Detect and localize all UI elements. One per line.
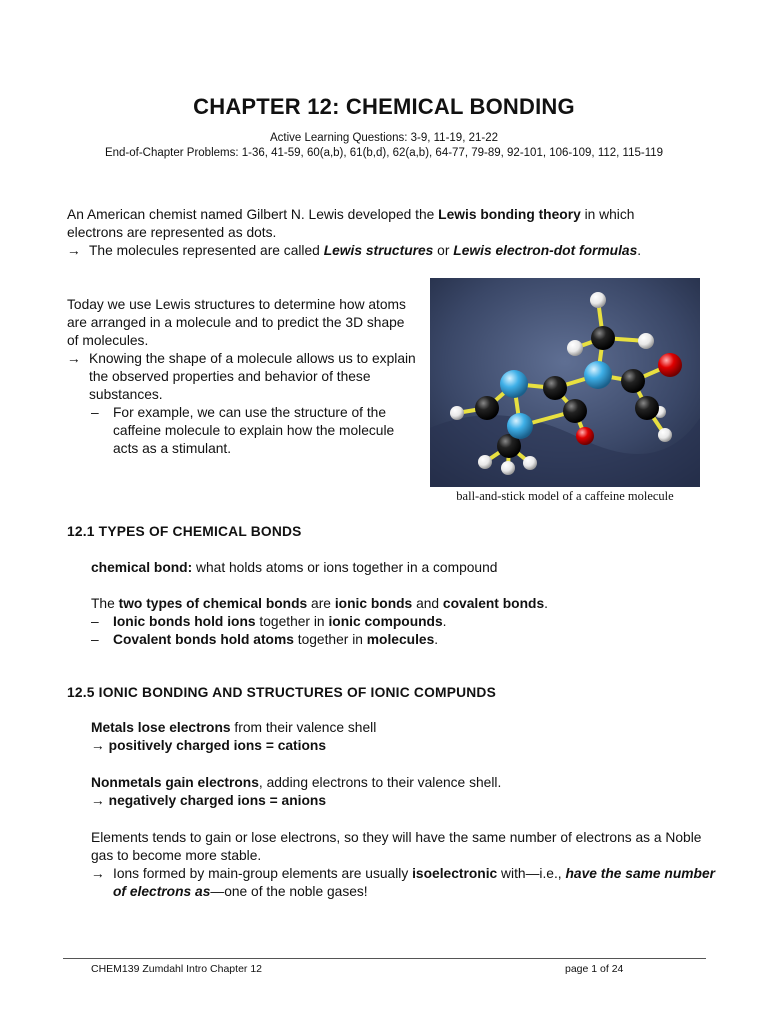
dash-symbol: –: [91, 632, 99, 647]
active-learning-questions: Active Learning Questions: 3-9, 11-19, 21-22: [269, 132, 498, 144]
covalent-bonds-point: – Covalent bonds hold atoms together in molecules.: [91, 632, 439, 647]
arrow-symbol: →: [91, 738, 105, 753]
footer-divider: [63, 958, 706, 959]
ionic-bonds-point: – Ionic bonds hold ions together in ionic compounds.: [91, 614, 447, 629]
arrow-symbol: →: [91, 793, 105, 808]
isoelectronic-point: → Ions formed by main-group elements are usually isoelectronic with—i.e., have the same number of electrons as—one of the noble gases!: [91, 866, 715, 899]
page-title: CHAPTER 12: CHEMICAL BONDING: [193, 94, 575, 119]
metals-paragraph: Metals lose electrons from their valence shell → positively charged ions = cations: [91, 720, 377, 753]
shape-arrow-point: → Knowing the shape of a molecule allows us to explain the observed properties and behavior of these substances.: [67, 351, 416, 402]
nonmetals-paragraph: Nonmetals gain electrons, adding electrons to their valence shell. → negatively charged ions = anions: [91, 775, 502, 808]
arrow-symbol: →: [67, 351, 81, 366]
arrow-symbol: →: [91, 866, 105, 881]
arrow-symbol: →: [67, 243, 81, 258]
intro-arrow-point: → The molecules represented are called Lewis structures or Lewis electron-dot formulas.: [67, 243, 642, 258]
dash-symbol: –: [91, 405, 99, 420]
intro-paragraph: An American chemist named Gilbert N. Lewis developed the Lewis bonding theory in which electrons are represented as dots. → The molecules represented are called Lewis structures or Lewis electron-dot formulas.: [67, 206, 717, 260]
shape-paragraph: Today we use Lewis structures to determine how atoms are arranged in a molecule and to predict the 3D shape of molecules. → Knowing the shape of a molecule allows us to explain the observed properties and behavior of these substances. – For example, we can use the structure of the caffeine molecule to explain how the molecule acts as a stimulant.: [67, 297, 416, 456]
section-12-1-heading: 12.1 TYPES OF CHEMICAL BONDS: [67, 524, 302, 539]
figure-caption: ball-and-stick model of a caffeine molecule: [456, 489, 674, 503]
shape-dash-point: – For example, we can use the structure of the caffeine molecule to explain how the molecule acts as a stimulant.: [91, 405, 395, 456]
section-12-5-heading: 12.5 IONIC BONDING AND STRUCTURES OF IONIC COMPUNDS: [67, 685, 496, 700]
end-of-chapter-problems: End-of-Chapter Problems: 1-36, 41-59, 60(a,b), 61(b,d), 62(a,b), 64-77, 79-89, 92-101, 106-109, 112, 115-119: [104, 147, 664, 159]
caffeine-molecule-image: [430, 278, 700, 487]
bond-types-paragraph: The two types of chemical bonds are ionic bonds and covalent bonds. – Ionic bonds hold ions together in ionic compounds. – Covalent bonds hold atoms together in molecules.: [91, 595, 711, 649]
elements-paragraph: Elements tends to gain or lose electrons, so they will have the same number of electrons as a Noble gas to become more stable. → Ions formed by main-group elements are usually isoelectronic with—i.e., have the same number of electrons as—one of the noble gases!: [91, 830, 715, 899]
dash-symbol: –: [91, 614, 99, 629]
chemical-bond-definition: chemical bond: what holds atoms or ions together in a compound: [91, 560, 498, 575]
footer-course-title: CHEM139 Zumdahl Intro Chapter 12: [91, 963, 262, 975]
footer-page-number: page 1 of 24: [565, 963, 624, 975]
